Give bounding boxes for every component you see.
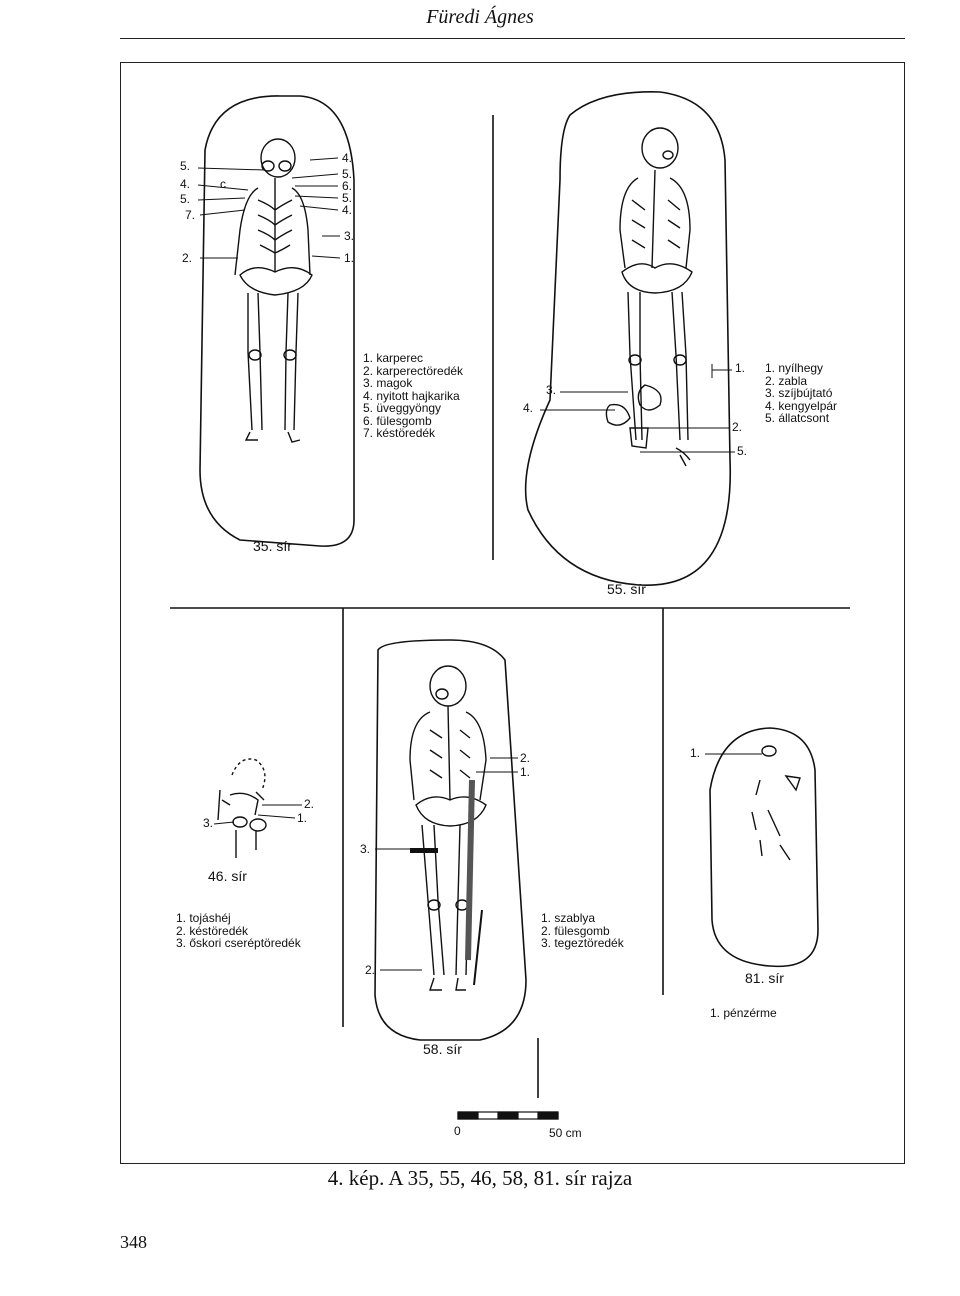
g35-mark-right-7: 1. (344, 251, 355, 265)
g35-title: 35. sír (253, 538, 292, 554)
g58-mark-3: 3. (360, 842, 371, 856)
legend-item: 4. kengyelpár (765, 398, 838, 413)
grave-46-skeleton (218, 759, 266, 858)
g35-mark-right-4: 5. (342, 191, 353, 205)
g35-mark-left-2: 4. (180, 177, 191, 191)
g55-legend (765, 362, 837, 425)
grave-55-skeleton (606, 128, 692, 466)
legend-item: 2. késtöredék (176, 923, 249, 938)
g35-mark-left-5: 2. (182, 251, 193, 265)
g81-legend (710, 1007, 777, 1020)
scale-bar (458, 1112, 558, 1119)
g35-mark-right-1: 4. (342, 151, 353, 165)
legend-item: 2. fülesgomb (541, 923, 610, 938)
g55-mark-1: 1. (735, 361, 746, 375)
g58-mark-1: 1. (520, 765, 531, 779)
g46-mark-3: 3. (203, 816, 214, 830)
g58-legend (541, 912, 624, 950)
g46-mark-2: 2. (304, 797, 315, 811)
legend-item: 2. karperectöredék (363, 363, 464, 378)
legend-item: 1. karperec (363, 351, 424, 365)
g35-mark-c: c (220, 177, 226, 191)
figure-caption: 4. kép. A 35, 55, 46, 58, 81. sír rajza (327, 1166, 633, 1190)
legend-item: 2. zabla (765, 373, 808, 388)
grave-58-outline (375, 640, 526, 1040)
g35-mark-right-2: 5. (342, 167, 353, 181)
grave-81-outline (710, 728, 818, 966)
legend-item: 3. őskori cseréptöredék (176, 936, 301, 950)
legend-item: 6. fülesgomb (363, 413, 432, 428)
g58-title: 58. sír (423, 1041, 462, 1057)
running-header: Füredi Ágnes (426, 6, 534, 28)
legend-item: 3. szíjbújtató (765, 386, 833, 400)
legend-item: 4. nyitott hajkarika (363, 388, 460, 403)
scale-start-label: 0 (454, 1124, 461, 1138)
g55-mark-3: 3. (546, 383, 557, 397)
legend-item: 3. tegeztöredék (541, 936, 624, 950)
g46-title: 46. sír (208, 868, 247, 884)
legend-item: 5. állatcsont (765, 411, 830, 425)
grave-58-skeleton (410, 666, 486, 990)
legend-item: 1. tojáshéj (176, 911, 231, 925)
g35-mark-right-5: 4. (342, 203, 353, 217)
grave-35-skeleton (235, 139, 312, 442)
g55-mark-2: 2. (732, 420, 743, 434)
g35-mark-right-6: 3. (344, 229, 355, 243)
g35-mark-right-3: 6. (342, 179, 353, 193)
g35-mark-left-1: 5. (180, 159, 191, 173)
g58-mark-2b: 2. (365, 963, 376, 977)
legend-item: 1. nyílhegy (765, 361, 824, 375)
legend-item: 1. pénzérme (710, 1006, 777, 1020)
g46-legend (176, 912, 301, 950)
g35-mark-left-3: 5. (180, 192, 191, 206)
page-number: 348 (120, 1232, 147, 1252)
g55-title: 55. sír (607, 581, 646, 597)
legend-item: 1. szablya (541, 911, 596, 925)
sabre (468, 780, 472, 960)
g55-mark-4: 4. (523, 401, 534, 415)
legend-item: 7. késtöredék (363, 426, 436, 440)
grave-55-outline (526, 92, 731, 585)
g58-mark-2: 2. (520, 751, 531, 765)
legend-item: 3. magok (363, 376, 413, 390)
g35-mark-left-4: 7. (185, 208, 196, 222)
grave-81-remains (752, 746, 800, 860)
g81-mark-1: 1. (690, 746, 701, 760)
g81-title: 81. sír (745, 970, 784, 986)
g35-legend (363, 352, 463, 440)
scale-end-label: 50 cm (549, 1126, 582, 1140)
legend-item: 5. üveggyöngy (363, 401, 442, 415)
g55-mark-5: 5. (737, 444, 748, 458)
g46-mark-1: 1. (297, 811, 308, 825)
grave-35-outline (200, 96, 354, 546)
